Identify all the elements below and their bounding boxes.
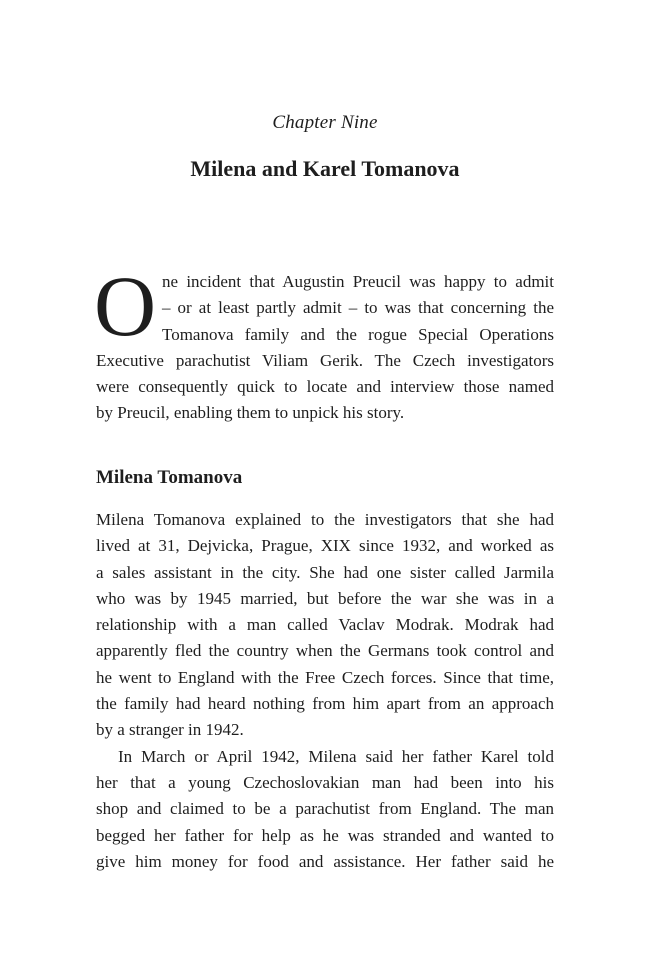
text-line: relationship with a man called Vaclav Modrak. Modrak had bbox=[96, 615, 554, 635]
text-line: were consequently quick to locate and interview those named bbox=[96, 377, 554, 397]
chapter-title: Milena and Karel Tomanova bbox=[190, 156, 460, 181]
text-line: Milena Tomanova explained to the investigators that she had bbox=[96, 510, 554, 529]
text-line: In March or April 1942, Milena said her father Karel told bbox=[118, 746, 554, 766]
text-line: give him money for food and assistance. Her father said he bbox=[96, 851, 554, 871]
text-line: he went to England with the Free Czech forces. Since that time, bbox=[96, 667, 554, 687]
text-line: shop and claimed to be a parachutist from England. The man bbox=[96, 799, 554, 819]
text-line: apparently fled the country when the Germans took control and bbox=[96, 641, 554, 661]
text-line: – or at least partly admit – to was that concerning the bbox=[162, 298, 554, 318]
text-line: lived at 31, Dejvicka, Prague, XIX since 1932, and worked as bbox=[96, 536, 554, 556]
text-line: a sales assistant in the city. She had one sister called Jarmila bbox=[96, 562, 554, 582]
chapter-number: Chapter Nine bbox=[272, 112, 378, 133]
text-line: who was by 1945 married, but before the war she was in a bbox=[96, 588, 554, 608]
section-heading: Milena Tomanova bbox=[96, 467, 243, 488]
text-line: Tomanova family and the rogue Special Operations bbox=[162, 324, 554, 344]
body-text bbox=[96, 507, 554, 875]
text-line: the family had heard nothing from him apart from an approach bbox=[96, 694, 554, 714]
text-line: ne incident that Augustin Preucil was happy to admit bbox=[162, 272, 554, 291]
text-line: her that a young Czechoslovakian man had been into his bbox=[96, 772, 554, 792]
text-line: begged her father for help as he was stranded and wanted to bbox=[96, 825, 554, 845]
drop-cap: O bbox=[94, 258, 157, 354]
text-line: Executive parachutist Viliam Gerik. The Czech investigators bbox=[96, 350, 554, 370]
text-line: by a stranger in 1942. bbox=[96, 720, 244, 740]
text-line: by Preucil, enabling them to unpick his story. bbox=[96, 403, 405, 423]
intro-paragraph bbox=[94, 258, 554, 427]
